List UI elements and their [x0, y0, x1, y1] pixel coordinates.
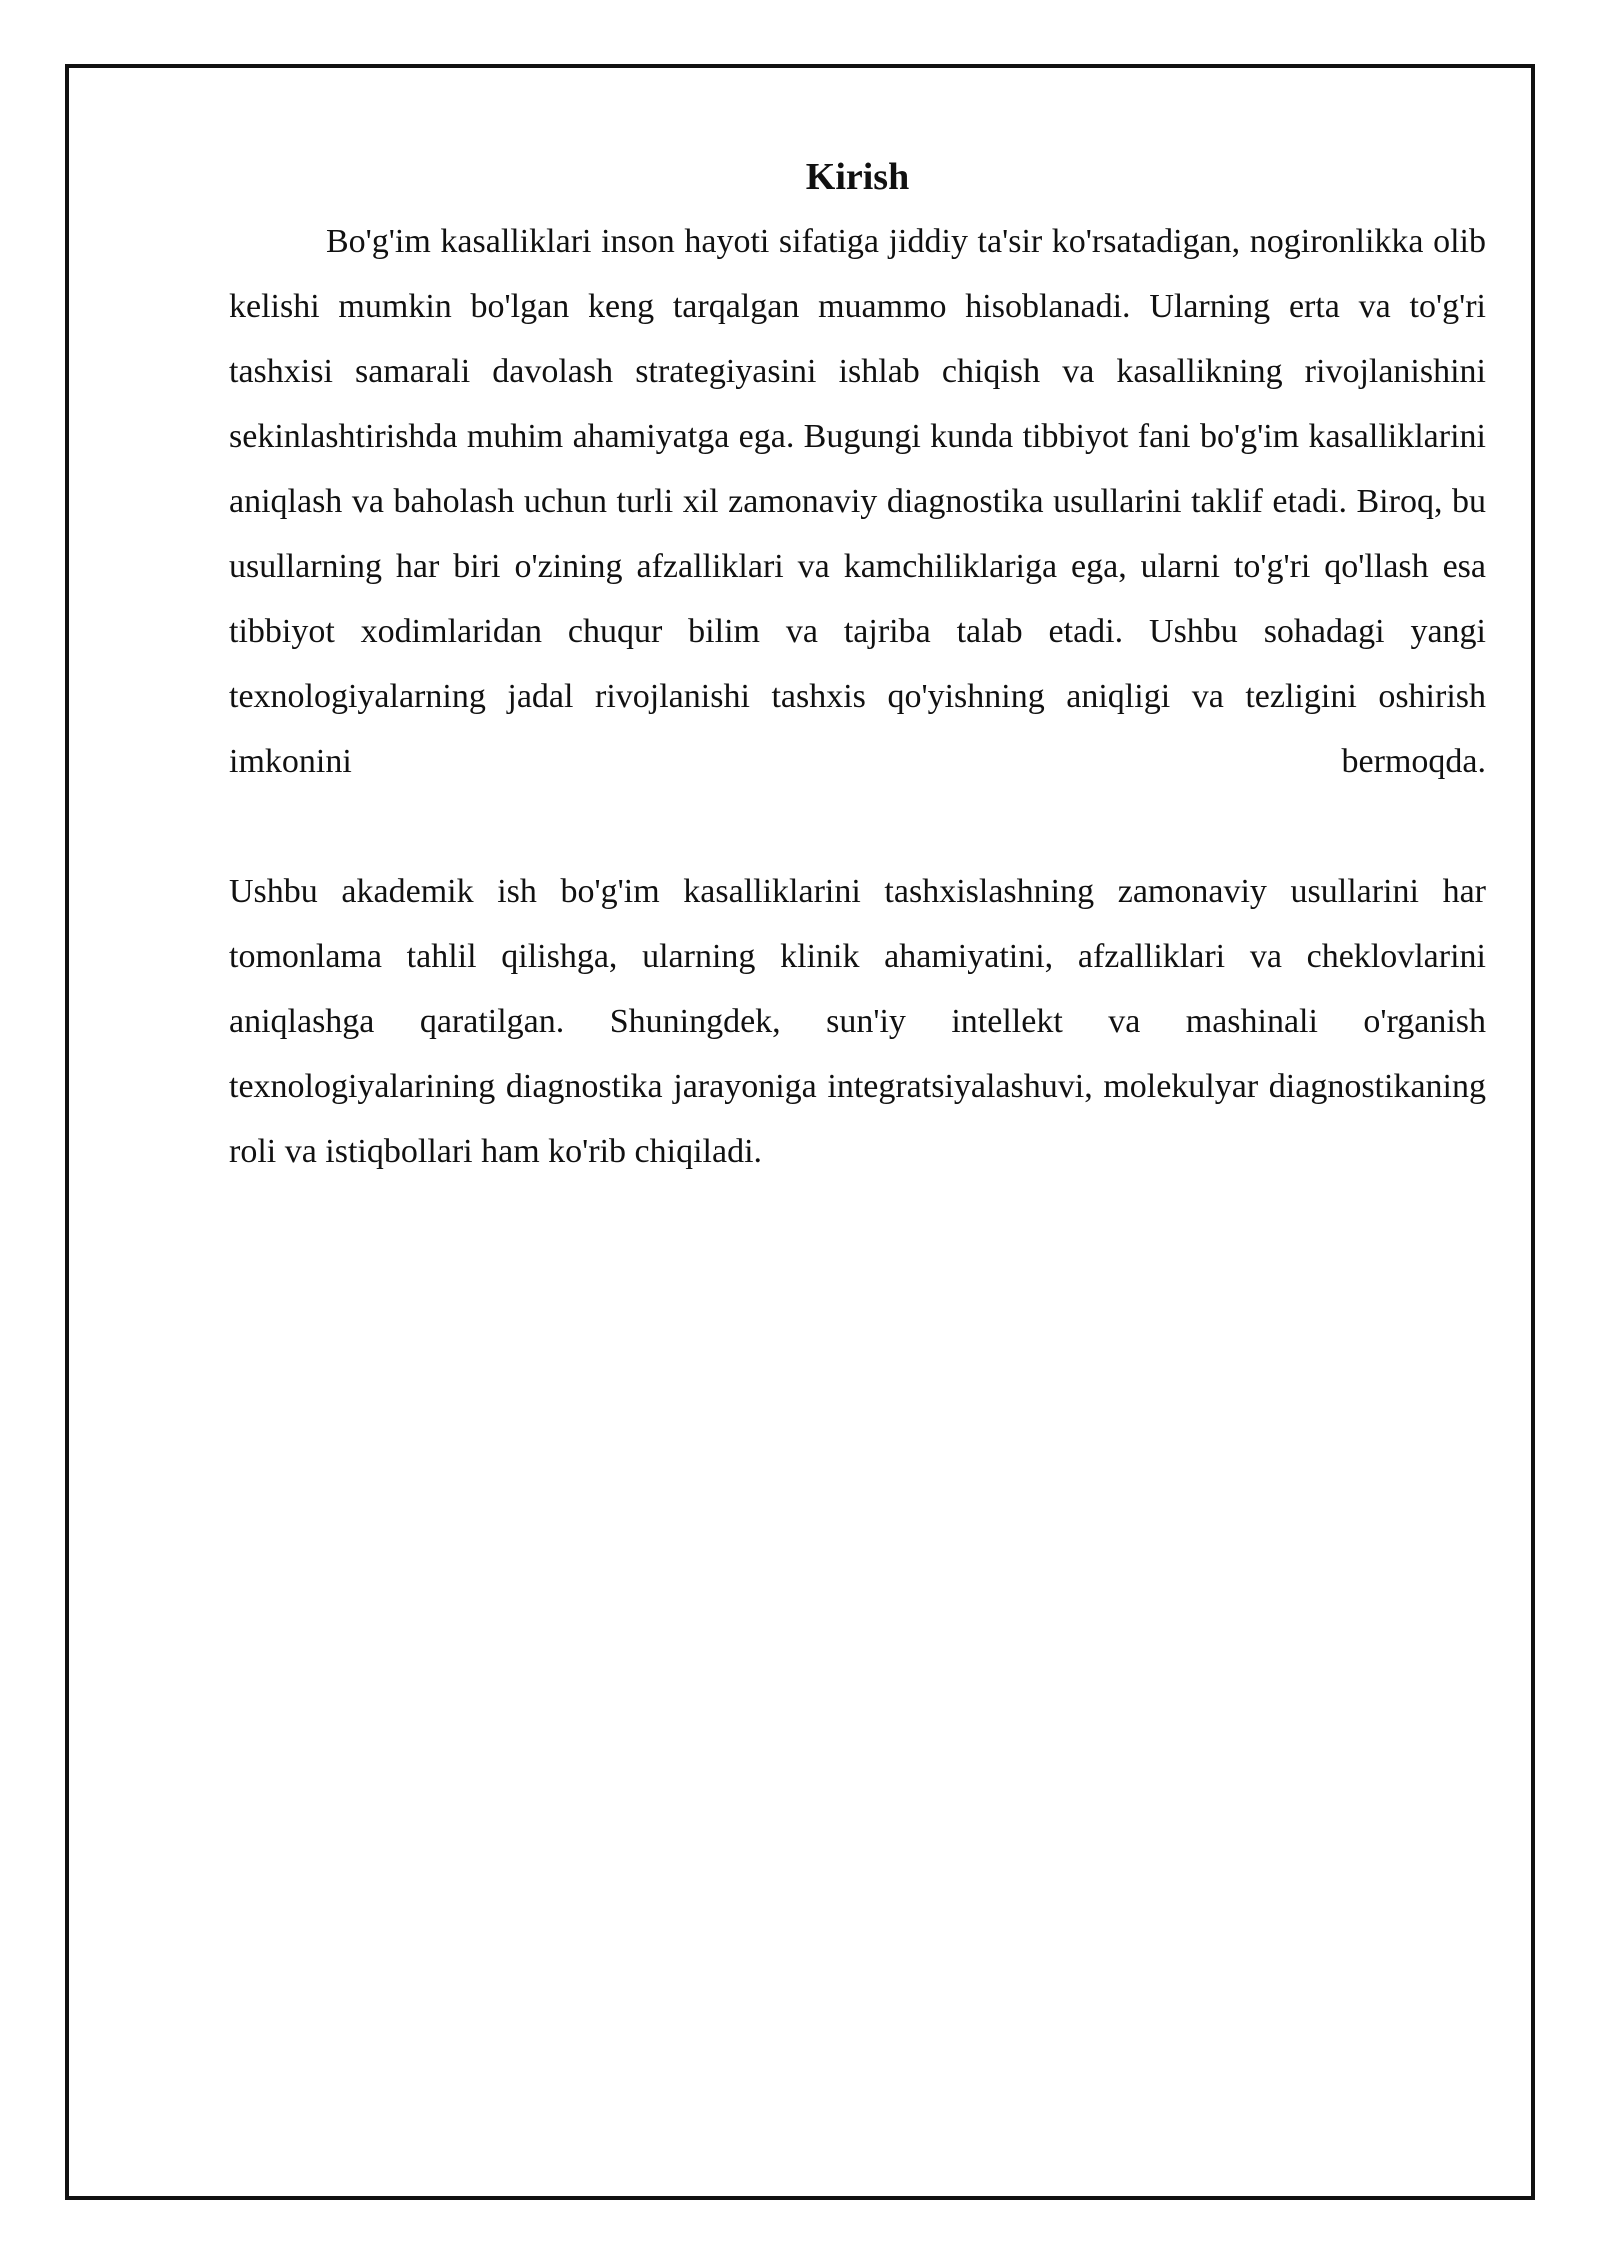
- section-title: Kirish: [805, 156, 910, 198]
- paragraph-introduction: Bo'g'im kasalliklari inson hayoti sifatiga jiddiy ta'sir ko'rsatadigan, nogironlikka olib kelishi mumkin bo'lgan keng tarqalgan muammo hisoblanadi. Ularning erta va to'g'ri tashxisi samarali davolash strategiyasini ishlab chiqish va kasallikning rivojlanishini sekinlashtirishda muhim ahamiyatga ega. Bugungi kunda tibbiyot fani bo'g'im kasalliklarini aniqlash va baholash uchun turli xil zamonaviy diagnostika usullarini taklif etadi. Biroq, bu usullarning har biri o'zining afzalliklari va kamchiliklariga ega, ularni to'g'ri qo'llash esa tibbiyot xodimlaridan chuqur bilim va tajriba talab etadi. Ushbu sohadagi yangi texnologiyalarning jadal rivojlanishi tashxis qo'yishning aniqligi va tezligini oshirish imkonini bermoqda.: [229, 223, 1486, 780]
- paragraph-gap: [229, 794, 1486, 859]
- paragraph-scope: Ushbu akademik ish bo'g'im kasalliklarini tashxislashning zamonaviy usullarini har tomonlama tahlil qilishga, ularning klinik ahamiyatini, afzalliklari va cheklovlarini aniqlashga qaratilgan. Shuningdek, sun'iy intellekt va mashinali o'rganish texnologiyalarining diagnostika jarayoniga integratsiyalashuvi, molekulyar diagnostikaning roli va istiqbollari ham ko'rib chiqiladi.: [229, 873, 1486, 1170]
- document-body: [229, 145, 1486, 1184]
